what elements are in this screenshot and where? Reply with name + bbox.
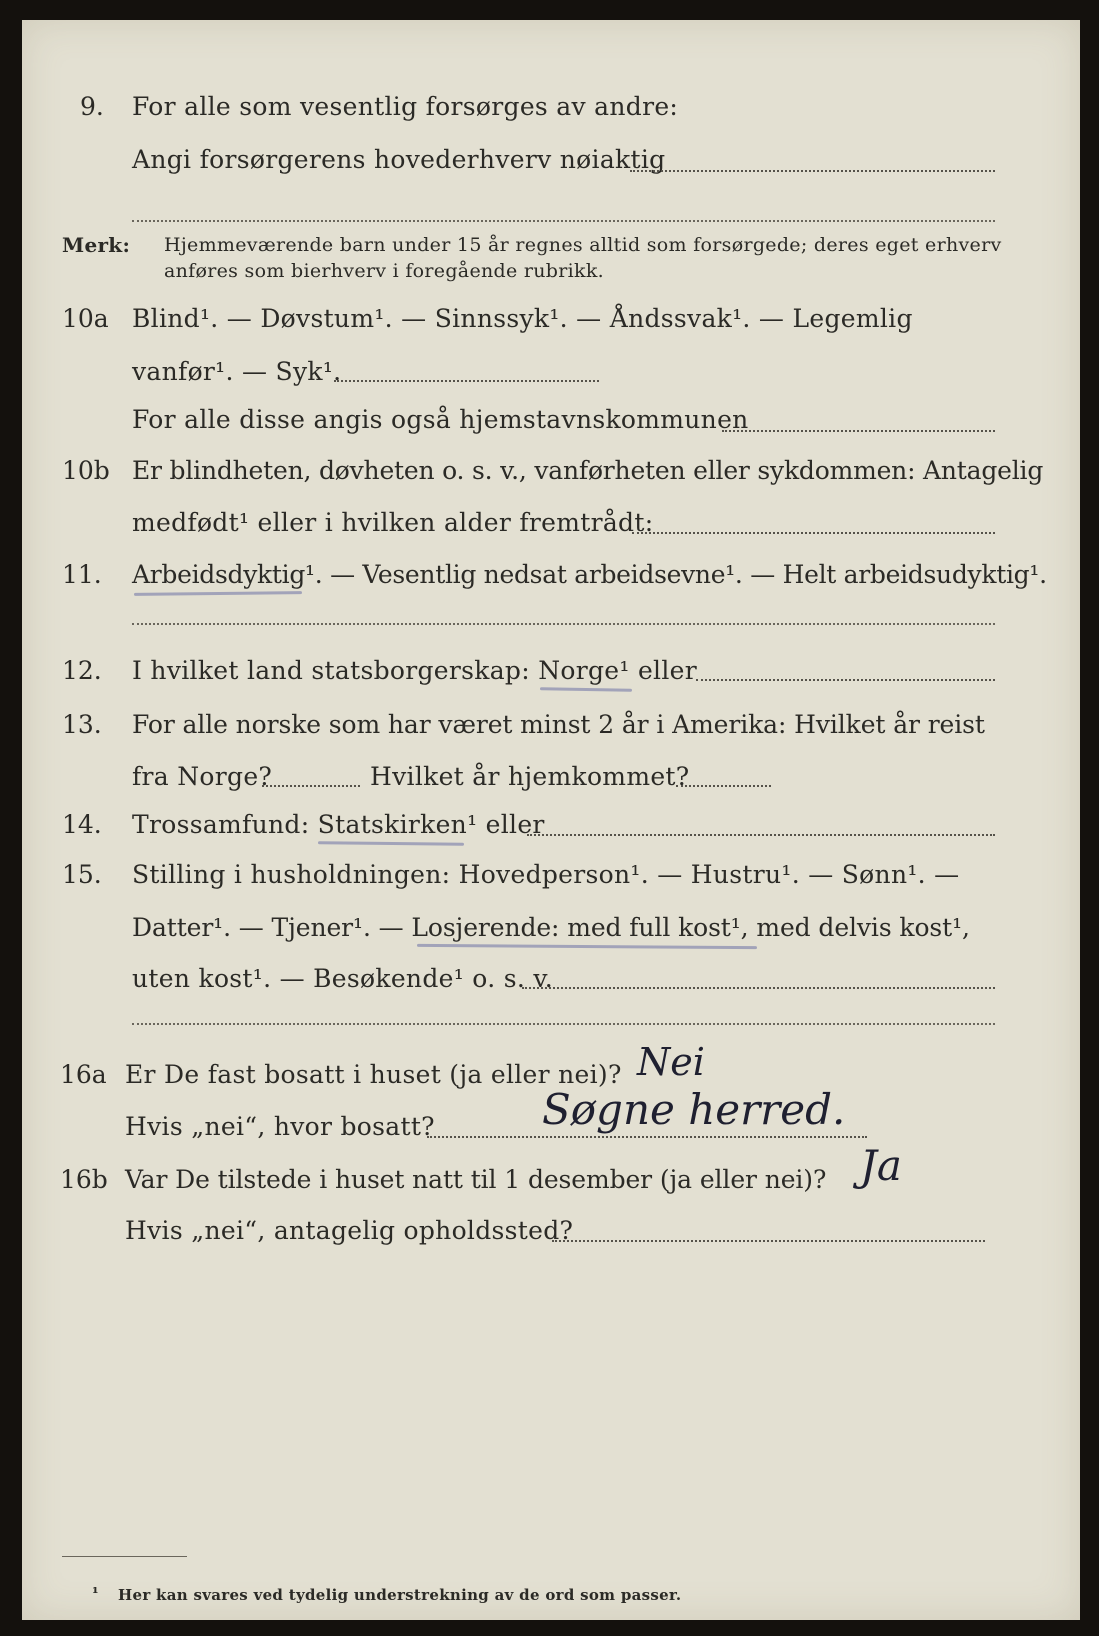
q9-answer-field-2[interactable] (132, 220, 995, 222)
q13-number: 13. (62, 710, 102, 739)
q12-pencil-underline (540, 687, 632, 692)
q10a-question: Blind¹. — Døvstum¹. — Sinnssyk¹. — Åndssvak¹. — Legemlig (132, 304, 913, 333)
q15-answer-field[interactable] (522, 987, 995, 989)
q14-answer-field[interactable] (527, 834, 995, 836)
q14-question: Trossamfund: Statskirken¹ eller (132, 810, 545, 839)
q16b-handwritten-answer: Ja (860, 1141, 902, 1190)
q10a-answer-field[interactable] (334, 380, 599, 382)
q13-hjemkommet-field[interactable] (676, 785, 771, 787)
q10b-question: Er blindheten, døvheten o. s. v., vanførheten eller sykdommen: Antagelig (132, 456, 1044, 485)
q12-question: I hvilket land statsborgerskap: Norge¹ eller (132, 656, 697, 685)
q16b-number: 16b (60, 1165, 108, 1194)
q16a-question-line2: Hvis „nei“, hvor bosatt? (125, 1112, 435, 1141)
q16b-question-line2: Hvis „nei“, antagelig opholdssted? (125, 1216, 574, 1245)
q15-question-line2: Datter¹. — Tjener¹. — Losjerende: med full kost¹, med delvis kost¹, (132, 913, 970, 942)
q13-question: For alle norske som har været minst 2 år i Amerika: Hvilket år reist (132, 710, 985, 739)
q10b-question-line2: medfødt¹ eller i hvilken alder fremtrådt: (132, 508, 654, 537)
q16a-bosatt-field[interactable] (427, 1136, 867, 1138)
q16a-number: 16a (60, 1060, 107, 1089)
merk-note-line1: Hjemmeværende barn under 15 år regnes alltid som forsørgede; deres eget erhverv (164, 234, 1002, 256)
q9-answer-field[interactable] (630, 170, 995, 172)
q15-question-line3: uten kost¹. — Besøkende¹ o. s. v. (132, 964, 554, 993)
q13-reist-field[interactable] (262, 785, 360, 787)
merk-note-line2: anføres som bierhverv i foregående rubrikk. (164, 260, 604, 282)
q16a-handwritten-answer: Nei (637, 1040, 705, 1084)
q16a-handwritten-place: Søgne herred. (542, 1085, 846, 1134)
q15-answer-field-2[interactable] (132, 1023, 995, 1025)
q10a-number: 10a (62, 304, 109, 333)
q16b-opholdssted-field[interactable] (552, 1240, 985, 1242)
footnote-divider (62, 1556, 187, 1557)
q11-question: Arbeidsdyktig¹. — Vesentlig nedsat arbeidsevne¹. — Helt arbeidsudyktig¹. (132, 560, 1047, 589)
q11-pencil-underline (134, 591, 302, 596)
q12-answer-field[interactable] (696, 679, 995, 681)
q9-question-line2: Angi forsørgerens hovederhverv nøiaktig (132, 145, 666, 174)
q10b-answer-field[interactable] (632, 532, 995, 534)
q15-number: 15. (62, 860, 102, 889)
q10a-question-line3: For alle disse angis også hjemstavnskommunen (132, 405, 749, 434)
q15-pencil-underline (417, 944, 757, 949)
q11-answer-field[interactable] (132, 623, 995, 625)
merk-label: Merk: (62, 233, 131, 257)
footnote-text: Her kan svares ved tydelig understrekning av de ord som passer. (118, 1586, 682, 1604)
q9-question: For alle som vesentlig forsørges av andre: (132, 92, 679, 121)
q13-question-line2b: Hvilket år hjemkommet? (370, 762, 690, 791)
q10a-hjemstavn-field[interactable] (722, 430, 995, 432)
q15-question: Stilling i husholdningen: Hovedperson¹. — Hustru¹. — Sønn¹. — (132, 860, 960, 889)
q16b-question: Var De tilstede i huset natt til 1 desember (ja eller nei)? (125, 1165, 827, 1194)
q9-number: 9. (80, 92, 104, 121)
q12-number: 12. (62, 656, 102, 685)
q13-question-line2a: fra Norge? (132, 762, 273, 791)
q16a-question: Er De fast bosatt i huset (ja eller nei)? (125, 1060, 622, 1089)
census-form-page (22, 20, 1080, 1620)
footnote-mark: ¹ (92, 1584, 99, 1602)
q11-number: 11. (62, 560, 102, 589)
q14-number: 14. (62, 810, 102, 839)
q14-pencil-underline (318, 841, 464, 846)
q10a-question-line2: vanfør¹. — Syk¹. (132, 357, 342, 386)
q10b-number: 10b (62, 456, 110, 485)
